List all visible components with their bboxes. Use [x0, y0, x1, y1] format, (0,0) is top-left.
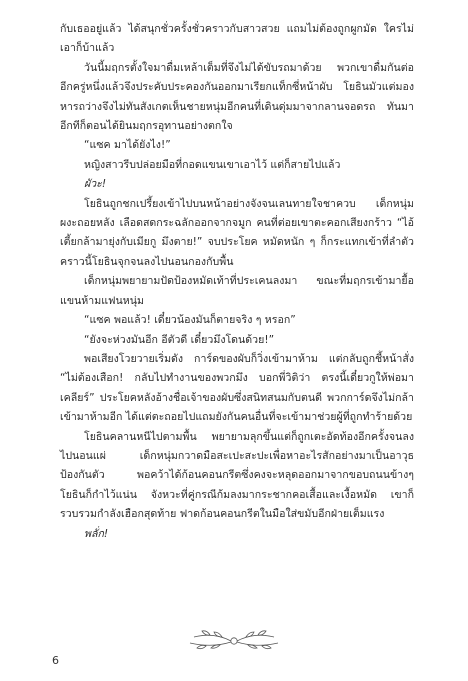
body-paragraph: โยธินถูกชกเปรี้ยงเข้าไปบนหน้าอย่างจังจนเลนทายใจชาควบ เด็กหนุ่มผงะถอยหลัง เลือดสดกระฉลักออกจากจมูก คนที่ต่อยเขาตะคอกเสียงกร้าว “ไอ้เตี้ยกล้ามายุ่งกับเมียกู มึงตาย!” จบประโยค หมัดหนัก ๆ ก็กระแทกเข้าที่ลำตัวคราวนี้โยธินจุกจนลงไปนอนกองกับพื้น: [60, 197, 414, 268]
body-paragraph: “แซค มาได้ยังไง!”: [84, 139, 171, 152]
body-paragraph: โยธินคลานหนีไปตามพื้น พยายามลุกขึ้นแต่ก็ถูกเตะอัดท้องอีกครั้งจนลงไปนอนแผ่ เด็กหนุ่มกวาดมือสะเปะสะปะเพื่อหาอะไรสักอย่างมาเป็นอาวุธป้องกันตัว พอคว้าได้ก้อนคอนกรีตซึ่งคงจะหลุดออกมาจากขอบถนนข้างๆ โยธินก็กำไว้แน่น จังหวะที่คู่กรณีก้มลงมากระชากคอเสื้อและเงื้อหมัด เขาก็รวบรวมกำลังเฮือกสุดท้าย ฟาดก้อนคอนกรีตในมือใส่ขมับอีกฝ่ายเต็มแรง: [60, 430, 414, 521]
chapter-body-text: [60, 20, 414, 544]
floral-divider-icon: [174, 628, 294, 654]
body-paragraph: พอเสียงโวยวายเริ่มดัง การ์ดของผับก็วิ่งเข้ามาห้าม แต่กลับถูกชี้หน้าสั่ง “ไม่ต้องเสือก! กลับไปทำงานของพวกมึง บอกพี่วิติว่า ตรงนี้เดี๋ยวกูให้พ่อมาเคลียร์” ประโยคหลังอ้างชื่อเจ้าของผับซึ่งสนิทสนมกับตนดี พวกการ์ดจึงไม่กล้าเข้ามาห้ามอีก ได้แต่ตะถอยไปแถมยังกันคนอื่นที่จะเข้ามาช่วยผู้ที่ถูกทำร้ายด้วย: [60, 352, 414, 424]
body-paragraph: ผัวะ!: [84, 178, 107, 191]
body-paragraph: พลั่ก!: [84, 527, 109, 540]
body-paragraph: กับเธออยู่แล้ว ได้สนุกชั่วครั้งชั่วคราวกับสาวสวย แถมไม่ต้องถูกผูกมัด ใครไม่เอาก็บ้าแล้ว: [60, 23, 414, 55]
body-paragraph: วันนี้มฤกรตั้งใจมาดื่มเหล้าเต็มที่จึงไม่ได้ขับรถมาด้วย พวกเขาดื่มกันต่ออีกครู่หนึ่งแล้วจึงประคับประคองกันออกมาเรียกแท็กซี่หน้าผับ โยธินมัวแต่มองหารถว่างจึงไม่ทันสังเกตเห็นชายหนุ่มอีกคนที่เดินดุ่มมาจากลานจอดรถ ทันมาอีกทีก็ตอนได้ยินมฤกรอุทานอย่างตกใจ: [60, 61, 414, 133]
body-paragraph: “แซค พอแล้ว! เดี๋ยวน้องมันก็ตายจริง ๆ หรอก”: [84, 314, 296, 327]
body-paragraph: “ยังจะห่วงมันอีก อีตัวดี เดี๋ยวมึงโดนด้วย!”: [84, 333, 275, 346]
body-paragraph: หญิงสาวรีบปล่อยมือที่กอดแขนเขาเอาไว้ แต่ก็สายไปแล้ว: [84, 158, 341, 171]
page-number: 6: [52, 654, 59, 667]
body-paragraph: เด็กหนุ่มพยายามปัดป้องหมัดเท้าที่ประเคนลงมา ขณะที่มฤกรเข้ามายื้อแขนห้ามแฟนหนุ่ม: [60, 275, 414, 307]
